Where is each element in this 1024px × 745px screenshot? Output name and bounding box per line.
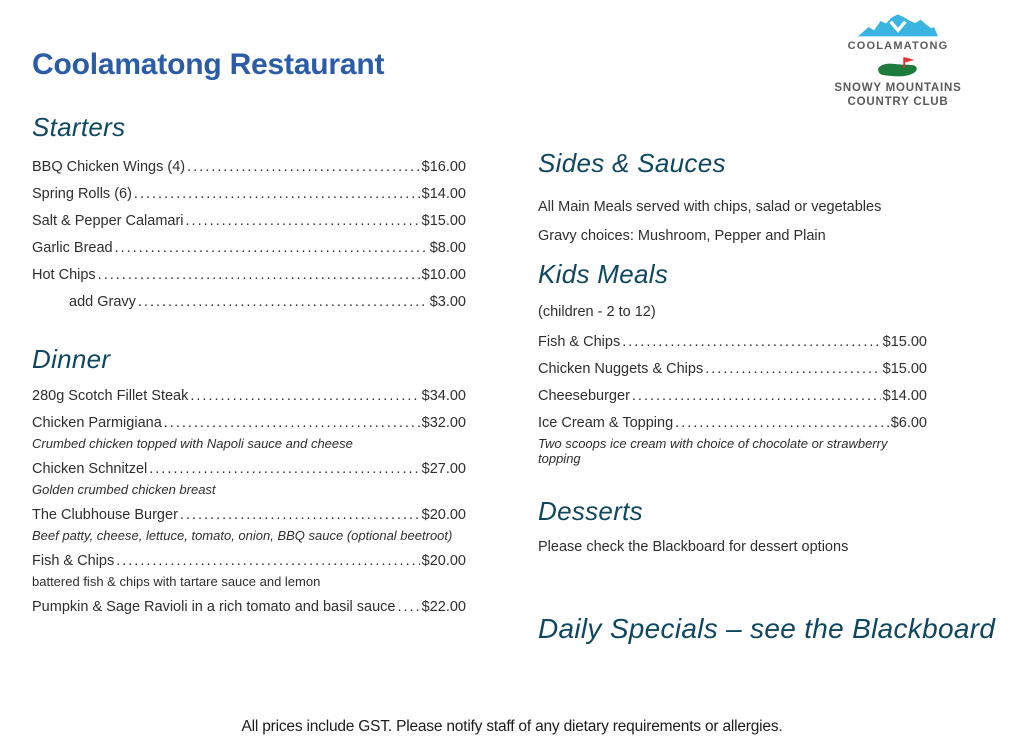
menu-item-row <box>32 213 466 230</box>
dot-leader <box>398 599 420 616</box>
left-column <box>32 112 466 626</box>
dot-leader <box>98 267 420 284</box>
sides-note-mains: All Main Meals served with chips, salad or vegetables <box>538 199 882 215</box>
menu-item-name: Fish & Chips <box>32 553 115 569</box>
menu-item-row <box>538 388 927 405</box>
menu-item-row <box>538 361 927 378</box>
menu-item-row <box>32 159 466 176</box>
club-logo <box>834 12 962 109</box>
dot-leader <box>187 159 420 176</box>
dot-leader <box>164 415 420 432</box>
section-heading-sides-sauces: Sides & Sauces <box>538 148 726 178</box>
menu-item-price: $3.00 <box>429 294 466 310</box>
menu-item-price: $15.00 <box>882 334 927 350</box>
dot-leader <box>138 294 428 311</box>
kids-age-note: (children - 2 to 12) <box>538 304 656 320</box>
menu-item-description: Golden crumbed chicken breast <box>32 482 216 497</box>
menu-item-price: $20.00 <box>421 553 466 569</box>
menu-item-name: Chicken Nuggets & Chips <box>538 361 704 377</box>
menu-item-row <box>32 186 466 203</box>
menu-item-name: Chicken Parmigiana <box>32 415 162 431</box>
menu-item-price: $27.00 <box>421 461 466 477</box>
menu-item-row <box>538 334 927 351</box>
menu-item-row <box>32 461 466 478</box>
kids-meals-list <box>538 334 927 466</box>
menu-item-price: $10.00 <box>421 267 466 283</box>
logo-subtitle-line2: COUNTRY CLUB <box>847 96 949 108</box>
menu-item-price: $8.00 <box>429 240 466 256</box>
menu-item-price: $14.00 <box>421 186 466 202</box>
menu-item-price: $32.00 <box>421 415 466 431</box>
menu-item-row <box>32 294 466 311</box>
menu-item-name: Pumpkin & Sage Ravioli in a rich tomato and basil sauce <box>32 599 396 615</box>
menu-item-name: Fish & Chips <box>538 334 621 350</box>
page-title: Coolamatong Restaurant <box>32 48 385 81</box>
dot-leader <box>115 240 428 257</box>
logo-club-name: COOLAMATONG <box>847 40 949 52</box>
dot-leader <box>116 553 419 570</box>
menu-item-price: $16.00 <box>421 159 466 175</box>
menu-item-row <box>32 507 466 524</box>
menu-item-row <box>32 267 466 284</box>
menu-item-price: $34.00 <box>421 388 466 404</box>
menu-item-price: $15.00 <box>421 213 466 229</box>
menu-item-name: Ice Cream & Topping <box>538 415 674 431</box>
dot-leader <box>134 186 420 203</box>
menu-item-name: add Gravy <box>69 294 136 310</box>
footer-note: All prices include GST. Please notify staff of any dietary requirements or allergies. <box>241 718 783 735</box>
menu-item-name: Cheeseburger <box>538 388 630 404</box>
dot-leader <box>675 415 889 432</box>
dot-leader <box>186 213 420 230</box>
section-heading-starters: Starters <box>32 112 126 142</box>
menu-item-description: battered fish & chips with tartare sauce and lemon <box>32 574 321 589</box>
golf-green-flag-icon <box>875 55 921 79</box>
section-heading-kids-meals: Kids Meals <box>538 259 669 289</box>
menu-item-price: $22.00 <box>421 599 466 615</box>
dot-leader <box>190 388 419 405</box>
logo-subtitle-line1: SNOWY MOUNTAINS <box>834 82 962 94</box>
section-heading-dinner: Dinner <box>32 344 111 374</box>
menu-item-description: Beef patty, cheese, lettuce, tomato, onion, BBQ sauce (optional beetroot) <box>32 528 453 543</box>
dot-leader <box>705 361 880 378</box>
dot-leader <box>149 461 419 478</box>
menu-item-price: $20.00 <box>421 507 466 523</box>
menu-item-name: Spring Rolls (6) <box>32 186 132 202</box>
dot-leader <box>180 507 420 524</box>
menu-item-row <box>32 599 466 616</box>
daily-specials-heading: Daily Specials – see the Blackboard <box>538 613 996 644</box>
right-column <box>538 148 996 645</box>
mountain-range-icon <box>858 12 938 38</box>
section-heading-desserts: Desserts <box>538 496 643 526</box>
menu-item-row <box>32 553 466 570</box>
menu-item-name: 280g Scotch Fillet Steak <box>32 388 189 404</box>
menu-item-row <box>538 415 927 432</box>
menu-item-name: Hot Chips <box>32 267 96 283</box>
menu-item-name: BBQ Chicken Wings (4) <box>32 159 186 175</box>
menu-item-description: Crumbed chicken topped with Napoli sauce and cheese <box>32 436 353 451</box>
desserts-note: Please check the Blackboard for dessert options <box>538 539 849 555</box>
menu-item-row <box>32 388 466 405</box>
menu-item-name: Salt & Pepper Calamari <box>32 213 184 229</box>
menu-item-price: $15.00 <box>882 361 927 377</box>
menu-item-name: The Clubhouse Burger <box>32 507 178 523</box>
dot-leader <box>632 388 881 405</box>
menu-item-name: Chicken Schnitzel <box>32 461 148 477</box>
menu-item-description: Two scoops ice cream with choice of chocolate or strawberry topping <box>538 436 888 466</box>
menu-item-row <box>32 240 466 257</box>
menu-item-row <box>32 415 466 432</box>
menu-item-price: $14.00 <box>882 388 927 404</box>
dot-leader <box>622 334 880 351</box>
menu-item-price: $6.00 <box>890 415 927 431</box>
menu-item-name: Garlic Bread <box>32 240 113 256</box>
sides-note-gravy: Gravy choices: Mushroom, Pepper and Plain <box>538 228 826 244</box>
